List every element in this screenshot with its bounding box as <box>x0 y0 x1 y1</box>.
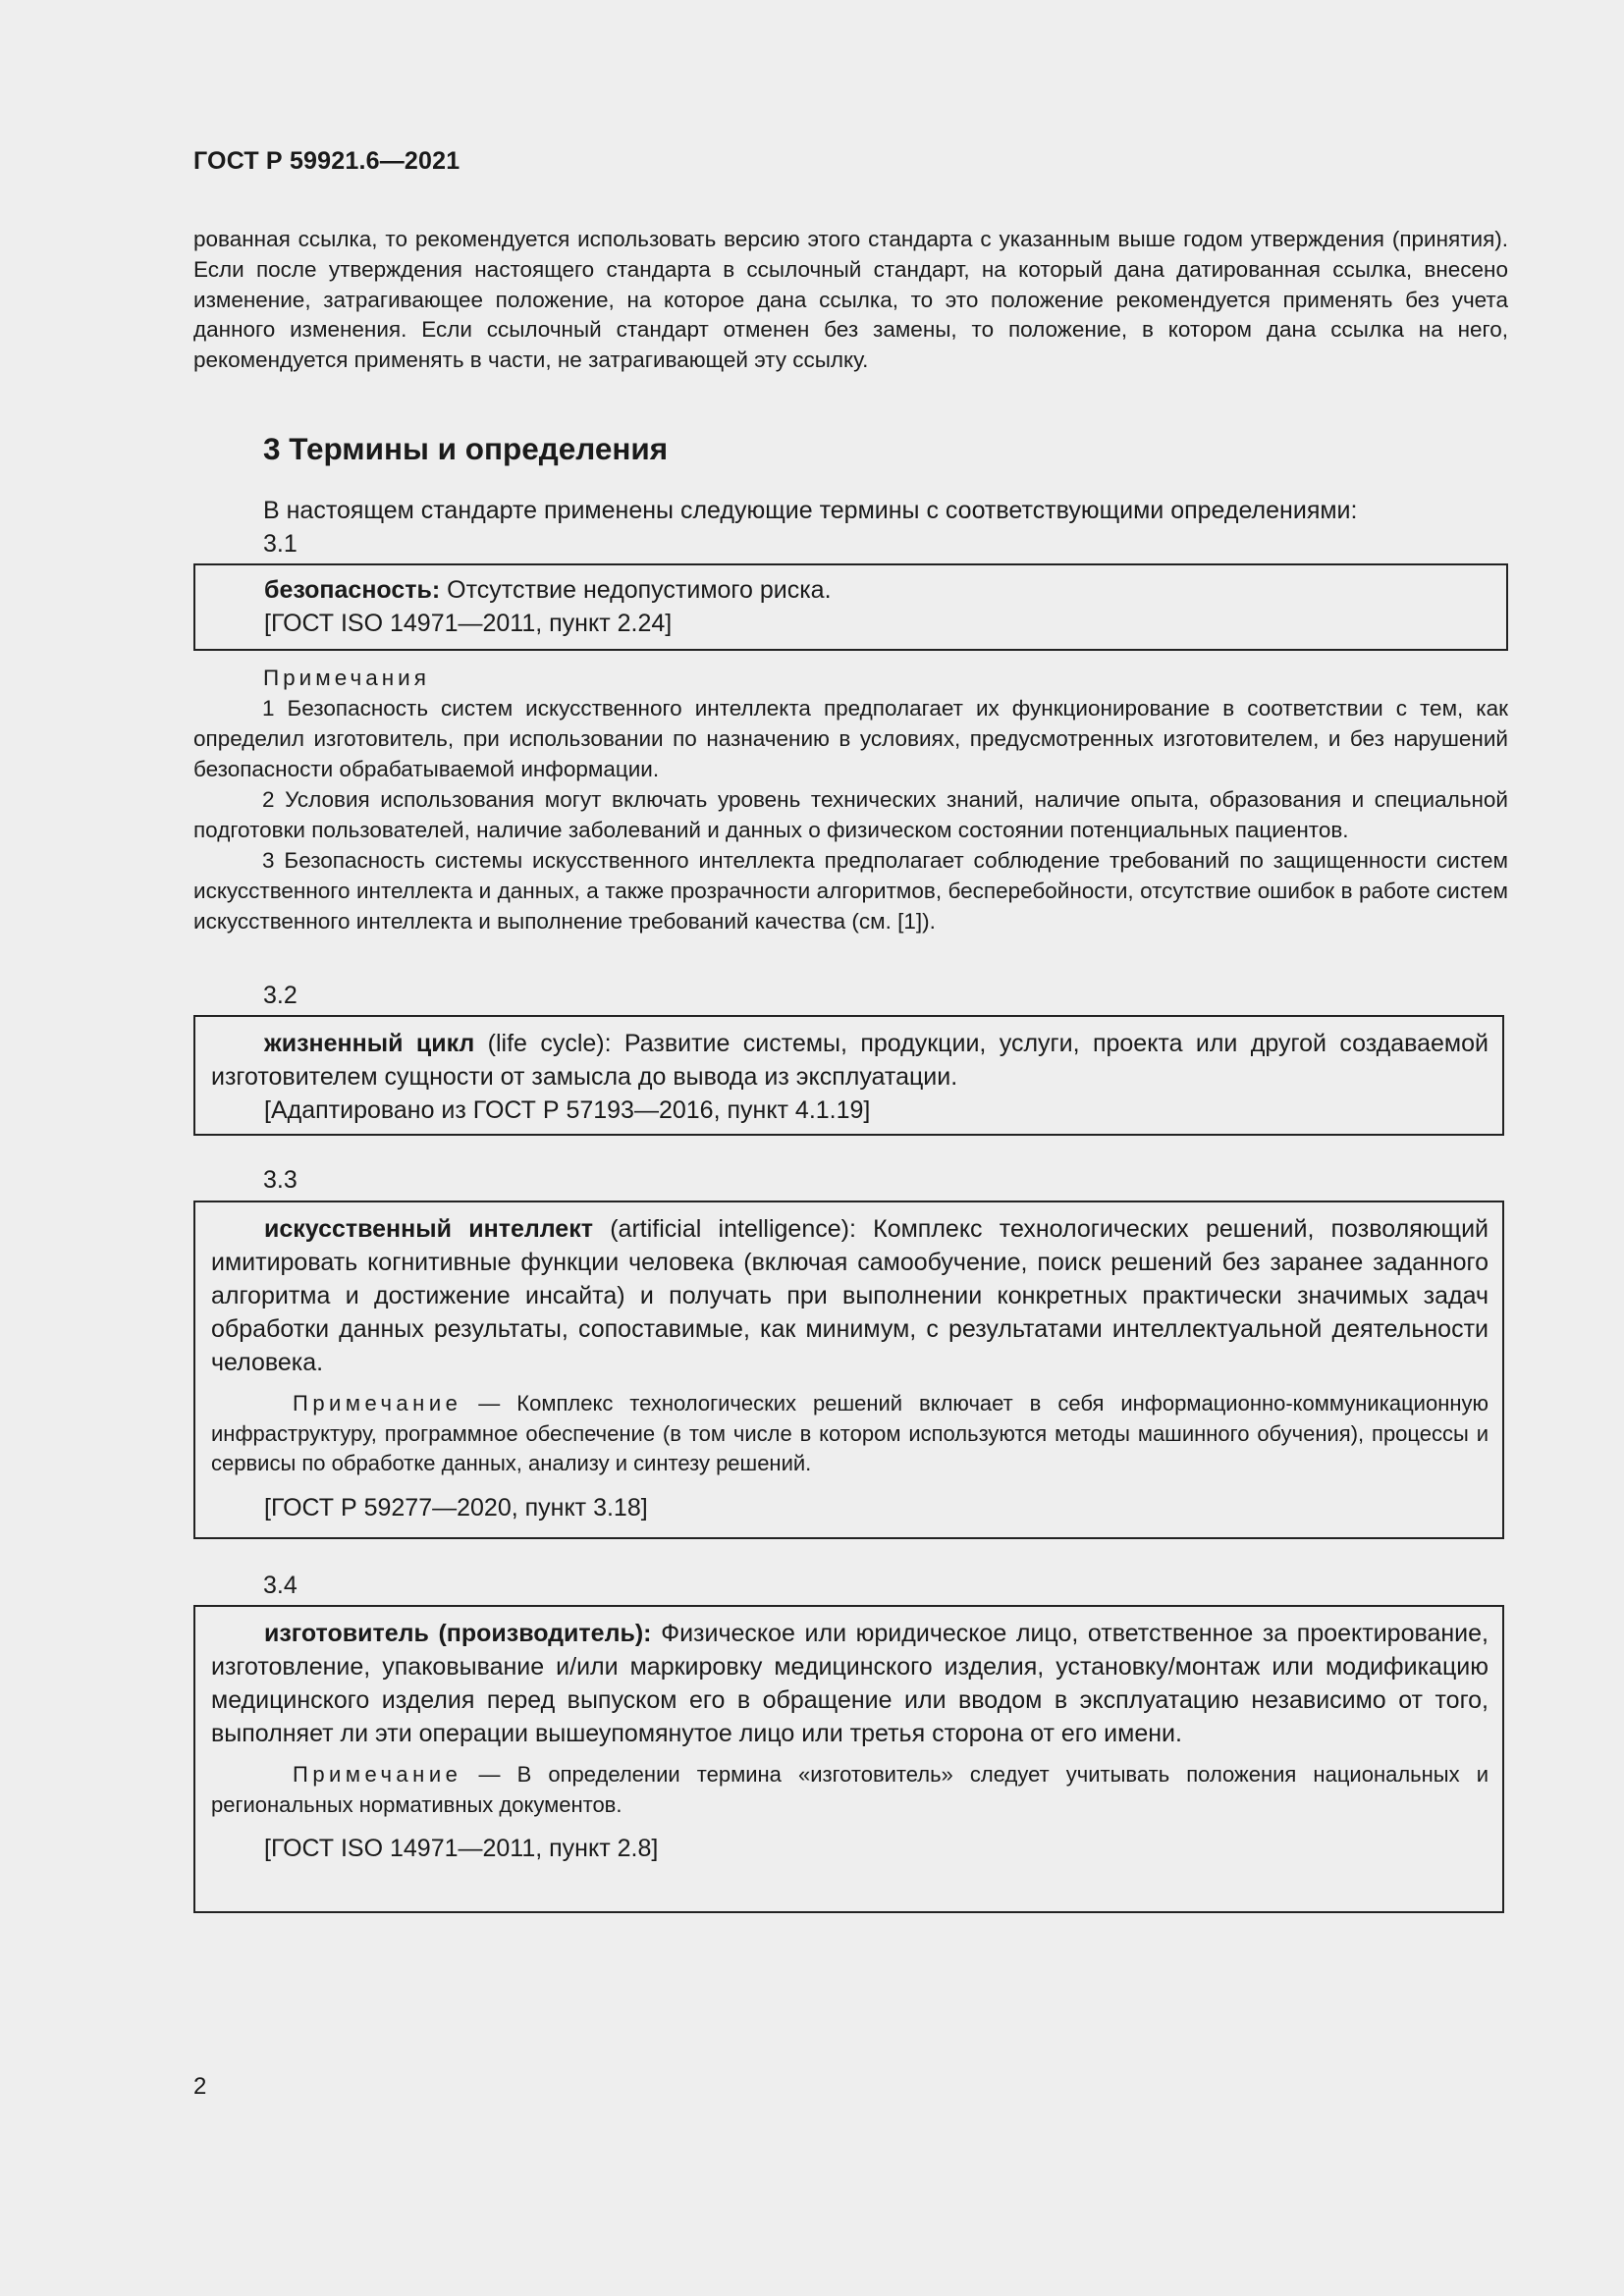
intro-paragraph: рованная ссылка, то рекомендуется использовать версию этого стандарта с указанным выше годом утверждения (принятия). Если после утверждения настоящего стандарта в ссылочный стандарт, на который дана датированная ссылка, внесено изменение, затрагивающее положение, на которое дана ссылка, то это положение рекомендуется применять без учета данного изменения. Если ссылочный стандарт отменен без замены, то положение, в котором дана ссылка на него, рекомендуется применять в части, не затрагивающей эту ссылку. <box>193 227 1508 373</box>
term-name: изготовитель (производитель): <box>264 1620 652 1647</box>
term-box-3-3 <box>193 1201 1504 1539</box>
note-label: Примечание <box>293 1762 462 1787</box>
term-box-3-2 <box>193 1015 1504 1136</box>
page-number: 2 <box>193 2073 207 2100</box>
note-text: — В определении термина «изготовитель» следует учитывать положения национальных и региональных нормативных документов. <box>211 1762 1489 1817</box>
term-name: искусственный интеллект <box>264 1215 593 1243</box>
document-header: ГОСТ Р 59921.6—2021 <box>193 147 460 175</box>
note-label: Примечание <box>293 1391 462 1415</box>
term-definition <box>264 573 1492 607</box>
notes-title: Примечания <box>263 666 430 690</box>
section-lead: В настоящем стандарте применены следующие термины с соответствующими определениями: <box>263 497 1358 524</box>
term-definition <box>211 1617 1489 1750</box>
note-text: — Комплекс технологических решений включает в себя информационно-коммуникационную инфраструктуру, программное обеспечение (в том числе в котором используются методы машинного обучения), процессы и сервисы по обработке данных, анализу и синтезу решений. <box>211 1391 1489 1475</box>
term-name: безопасность: <box>264 576 441 604</box>
term-number-3-2: 3.2 <box>263 982 298 1009</box>
term-definition-text: (artificial intelligence): Комплекс технологических решений, позволяющий имитировать когнитивные функции человека (включая самообучение, поиск решений без заранее заданного алгоритма и достижение инсайта) и получать при выполнении конкретных практически значимых задач обработки данных результаты, сопоставимые, как минимум, с результатами интеллектуальной деятельности человека. <box>211 1215 1489 1376</box>
note-item: 1 Безопасность систем искусственного интеллекта предполагает их функционирование в соответствии с тем, как определил изготовитель, при использовании по назначению в условиях, предусмотренных изготовителем, и без нарушений безопасности обрабатываемой информации. <box>193 696 1508 781</box>
term-note <box>211 1389 1489 1479</box>
term-definition-text: Отсутствие недопустимого риска. <box>440 576 832 604</box>
note-item: 3 Безопасность системы искусственного интеллекта предполагает соблюдение требований по защищенности систем искусственного интеллекта и данных, а также прозрачности алгоритмов, бесперебойности, отсутствие ошибок в работе систем искусственного интеллекта и выполнение требований качества (см. [1]). <box>193 848 1508 934</box>
term-definition <box>211 1027 1489 1094</box>
term-box-3-1 <box>193 563 1508 651</box>
term-definition <box>211 1212 1489 1379</box>
section-title: 3 Термины и определения <box>263 431 669 466</box>
note-item: 2 Условия использования могут включать уровень технических знаний, наличие опыта, образования и специальной подготовки пользователей, наличие заболеваний и данных о физическом состоянии потенциальных пациентов. <box>193 787 1508 842</box>
notes-3-1 <box>193 663 1508 936</box>
term-source: [Адаптировано из ГОСТ Р 57193—2016, пункт 4.1.19] <box>264 1096 871 1124</box>
term-definition-text: Физическое или юридическое лицо, ответственное за проектирование, изготовление, упаковывание и/или маркировку медицинского изделия, установку/монтаж или модификацию медицинского изделия перед выпуском его в обращение или вводом в эксплуатацию независимо от того, выполняет ли эти операции вышеупомянутое лицо или третья сторона от его имени. <box>211 1620 1489 1747</box>
term-name: жизненный цикл <box>264 1030 475 1057</box>
term-box-3-4 <box>193 1605 1504 1913</box>
term-source: [ГОСТ ISO 14971—2011, пункт 2.24] <box>264 610 673 637</box>
term-source: [ГОСТ Р 59277—2020, пункт 3.18] <box>264 1493 648 1522</box>
term-source: [ГОСТ ISO 14971—2011, пункт 2.8] <box>264 1835 659 1862</box>
term-number-3-4: 3.4 <box>263 1572 298 1599</box>
term-number-3-3: 3.3 <box>263 1166 298 1194</box>
term-number-3-1: 3.1 <box>263 530 298 558</box>
term-note <box>211 1760 1489 1820</box>
term-definition-text: (life cycle): Развитие системы, продукции, услуги, проекта или другой создаваемой изготовителем сущности от замысла до вывода из эксплуатации. <box>211 1030 1489 1091</box>
